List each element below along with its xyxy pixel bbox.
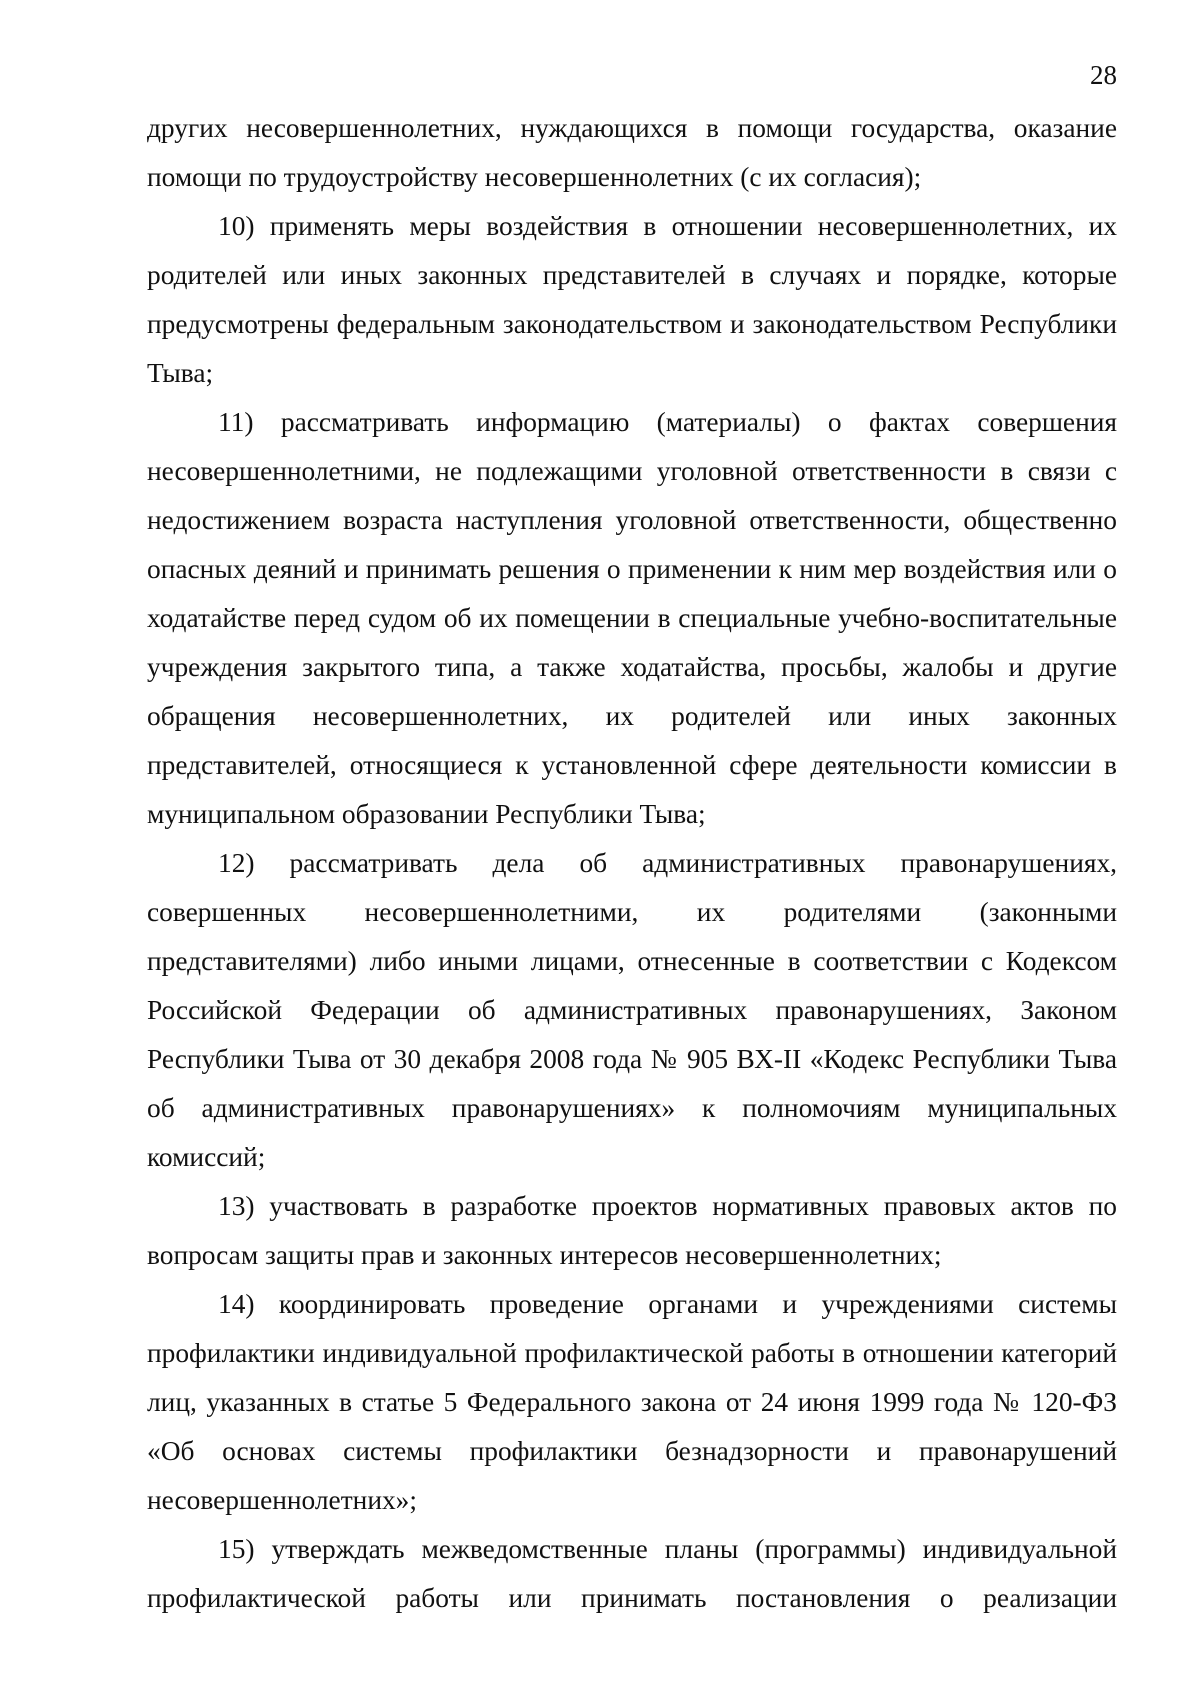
page-number: 28 [1090, 60, 1117, 90]
paragraph-item-13: 13) участвовать в разработке проектов нормативных правовых актов по вопросам защиты прав и законных интересов несовершеннолетних; [147, 1191, 1117, 1270]
paragraph-item-15: 15) утверждать межведомственные планы (программы) индивидуальной профилактической работы или принимать постановления о реализации [147, 1534, 1117, 1613]
paragraph-item-10: 10) применять меры воздействия в отношении несовершеннолетних, их родителей или иных законных представителей в случаях и порядке, которые предусмотрены федеральным законодательством и законодательством Республики Тыва; [147, 211, 1117, 388]
paragraph-item-11: 11) рассматривать информацию (материалы) о фактах совершения несовершеннолетними, не подлежащими уголовной ответственности в связи с недостижением возраста наступления уголовной ответственности, общественно опасных деяний и принимать решения о применении к ним мер воздействия или о ходатайстве перед судом об их помещении в специальные учебно-воспитательные учреждения закрытого типа, а также ходатайства, просьбы, жалобы и другие обращения несовершеннолетних, их родителей или иных законных представителей, относящиеся к установленной сфере деятельности комиссии в муниципальном образовании Республики Тыва; [147, 407, 1117, 829]
paragraph-item-12: 12) рассматривать дела об административных правонарушениях, совершенных несовершеннолетними, их родителями (законными представителями) либо иными лицами, отнесенные в соответствии с Кодексом Российской Федерации об административных правонарушениях, Законом Республики Тыва от 30 декабря 2008 года № 905 ВХ-II «Кодекс Республики Тыва об административных правонарушениях» к полномочиям муниципальных комиссий; [147, 848, 1117, 1172]
document-body [147, 104, 1117, 1623]
paragraph-item-14: 14) координировать проведение органами и учреждениями системы профилактики индивидуальной профилактической работы в отношении категорий лиц, указанных в статье 5 Федерального закона от 24 июня 1999 года № 120-ФЗ «Об основах системы профилактики безнадзорности и правонарушений несовершеннолетних»; [147, 1289, 1117, 1515]
paragraph-continuation: других несовершеннолетних, нуждающихся в помощи государства, оказание помощи по трудоустройству несовершеннолетних (с их согласия); [147, 113, 1117, 192]
